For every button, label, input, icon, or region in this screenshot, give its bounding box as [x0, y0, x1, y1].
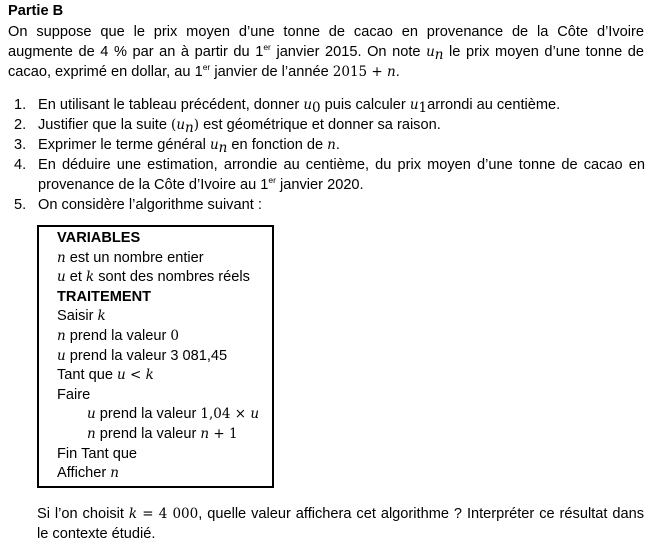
math-var: n: [110, 465, 119, 482]
question-number: 3.: [14, 137, 27, 153]
text: sont des nombres réels: [94, 269, 250, 286]
question-number: 4.: [14, 157, 27, 173]
math-var: u: [87, 406, 96, 423]
final-line-2: le contexte étudié.: [37, 526, 156, 542]
math-expr: u < k: [117, 367, 154, 384]
math-sub: 1: [418, 100, 428, 116]
text: Justifier que la suite: [38, 117, 172, 133]
math-var: u: [209, 137, 219, 153]
algo-traitement-heading: TRAITEMENT: [57, 288, 152, 305]
algo-line: [57, 405, 272, 425]
text: prend la valeur 3 081,45: [65, 347, 228, 364]
math-var: n: [57, 327, 66, 344]
text: En déduire une estimation, arrondie au centième, du prix moyen d’une tonne de cacao en: [38, 157, 645, 173]
math-var: u: [176, 117, 186, 133]
final-line-1: [37, 504, 644, 524]
question-item: [14, 155, 645, 195]
text: .: [395, 64, 400, 80]
math-var: u: [250, 406, 260, 423]
text: Afficher: [57, 465, 111, 482]
algo-line: [57, 366, 272, 386]
math-var: n: [327, 137, 336, 153]
math-value: 0: [170, 327, 179, 344]
math-expr: + 1: [209, 425, 238, 442]
text: Exprimer le terme général: [38, 137, 210, 153]
text: et: [65, 269, 86, 286]
intro-line-3: [8, 64, 400, 80]
math-var: n: [387, 64, 396, 80]
text: prend la valeur: [65, 327, 171, 344]
question-number: 2.: [14, 117, 27, 133]
text: .: [335, 137, 340, 153]
final-question: [37, 504, 644, 544]
math-expr: 1,04 ×: [200, 406, 251, 423]
intro-line-1: On suppose que le prix moyen d’une tonne de cacao en provenance de la Côte d’Ivoire: [8, 24, 644, 40]
algorithm-box: [37, 225, 274, 488]
math-var: n: [57, 249, 66, 266]
math-var: n: [87, 425, 96, 442]
math-paren: ): [193, 117, 200, 133]
algo-line: [57, 327, 272, 347]
text: En utilisant le tableau précédent, donner: [38, 97, 304, 113]
text: le prix moyen d’une tonne de: [443, 44, 644, 60]
text: Si l’on choisit: [37, 506, 129, 522]
math-sub: n: [218, 140, 228, 156]
superscript: er: [263, 42, 271, 52]
algo-line: [57, 347, 272, 367]
question-number: 1.: [14, 97, 27, 113]
superscript: er: [202, 62, 211, 72]
math-var: u: [426, 44, 435, 60]
text: augmente de 4 % par an à partir du 1: [8, 44, 264, 60]
intro-paragraph: [8, 22, 644, 82]
math-var: u: [409, 97, 419, 113]
text: prend la valeur: [95, 425, 201, 442]
superscript: er: [268, 175, 276, 185]
question-item: [14, 195, 645, 215]
question-item: [14, 95, 645, 115]
text: janvier 2020.: [275, 177, 364, 193]
algo-line: [57, 307, 272, 327]
algo-line: [57, 249, 272, 269]
text: Tant que: [57, 367, 118, 384]
text: On considère l’algorithme suivant :: [38, 197, 262, 213]
math-var: n: [200, 425, 210, 442]
text: provenance de la Côte d’Ivoire au 1: [38, 177, 269, 193]
text: Saisir: [57, 308, 98, 325]
algo-line: [57, 464, 272, 484]
math-var: u: [57, 269, 66, 286]
math-sub: n: [434, 47, 444, 63]
question-number: 5.: [14, 197, 27, 213]
text: prend la valeur: [95, 406, 201, 423]
math-sub: 0: [312, 100, 321, 116]
math-expr: 2015 +: [332, 64, 388, 80]
math-var: u: [303, 97, 313, 113]
text: est géométrique et donner sa raison.: [199, 117, 441, 133]
math-var: u: [57, 347, 66, 364]
question-item: [14, 135, 645, 155]
algo-line: Fin Tant que: [57, 445, 138, 462]
math-var: k: [128, 506, 138, 522]
math-paren: (: [171, 117, 177, 133]
math-var: k: [97, 308, 106, 325]
algo-line: [57, 425, 272, 445]
algo-line: [57, 268, 272, 288]
math-sub: n: [185, 120, 194, 136]
text: puis calculer: [320, 97, 410, 113]
text: en fonction de: [227, 137, 328, 153]
question-item: [14, 115, 645, 135]
section-title: Partie B: [8, 3, 64, 19]
math-expr: = 4 000: [137, 506, 199, 522]
text: janvier de l’année: [210, 64, 333, 80]
text: janvier 2015. On note: [270, 44, 427, 60]
text: est un nombre entier: [65, 249, 204, 266]
text: arrondi au centième.: [427, 97, 561, 113]
math-var: k: [85, 269, 95, 286]
text: cacao, exprimé en dollar, au 1: [8, 64, 203, 80]
question-list: [14, 95, 645, 215]
algo-variables-heading: VARIABLES: [57, 230, 141, 246]
text: , quelle valeur affichera cet algorithme ? Interpréter ce résultat dans: [198, 506, 644, 522]
algo-line: Faire: [57, 386, 91, 403]
intro-line-2: [8, 42, 644, 62]
